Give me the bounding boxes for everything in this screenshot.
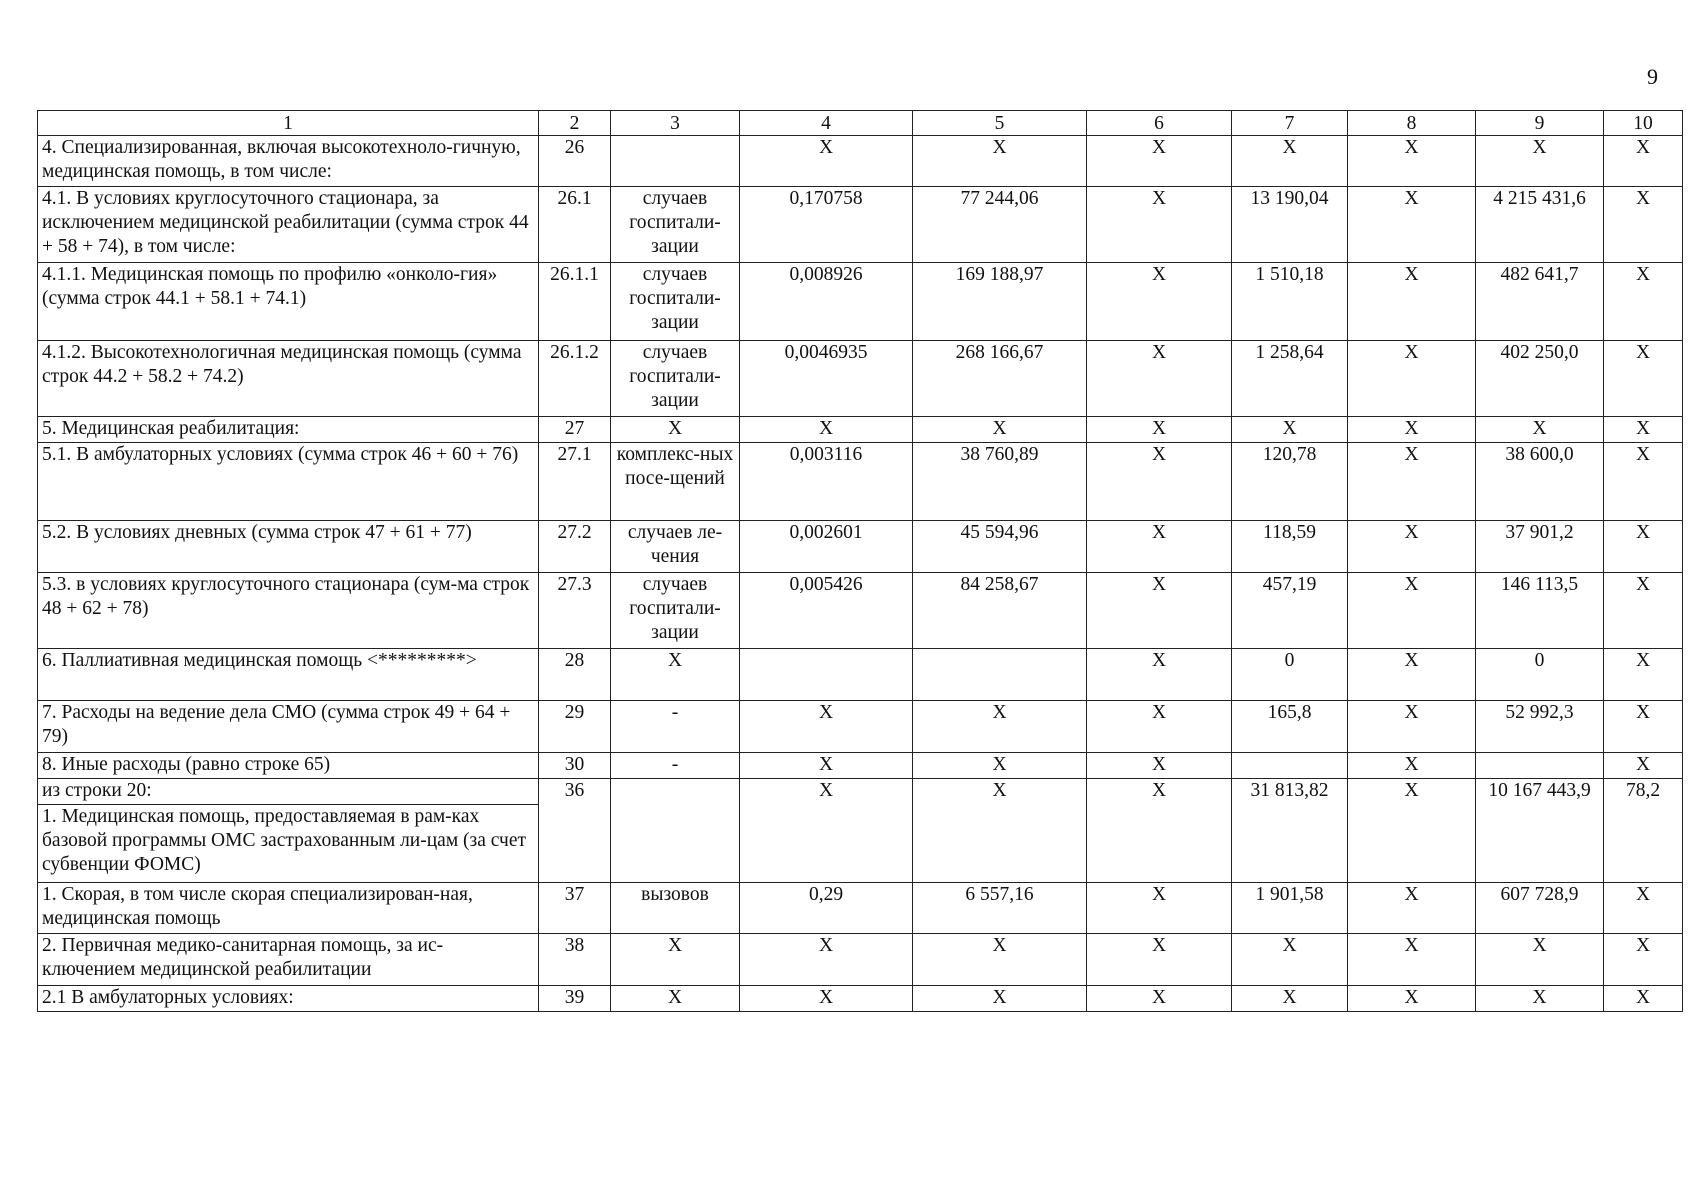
cell-col4: 0,29 <box>740 883 913 934</box>
row-name: 7. Расходы на ведение дела СМО (сумма строк 49 + 64 + 79) <box>38 701 539 753</box>
cell-col4: X <box>740 753 913 779</box>
table-row <box>38 701 1683 753</box>
cell-col10: X <box>1604 263 1683 341</box>
cell-col4: 0,0046935 <box>740 341 913 417</box>
cell-col4: 0,002601 <box>740 521 913 573</box>
table-row <box>38 417 1683 443</box>
row-name: 2. Первичная медико-санитарная помощь, за ис-ключением медицинской реабилитации <box>38 934 539 986</box>
cell-col8: X <box>1348 701 1476 753</box>
cell-col5: 38 760,89 <box>913 443 1087 521</box>
cell-col7: X <box>1232 986 1348 1012</box>
column-header: 2 <box>539 111 611 136</box>
row-code: 30 <box>539 753 611 779</box>
cell-col4: X <box>740 136 913 187</box>
row-name: 4. Специализированная, включая высокотехноло-гичную, медицинская помощь, в том числе: <box>38 136 539 187</box>
row-code: 37 <box>539 883 611 934</box>
cell-col10: X <box>1604 934 1683 986</box>
cell-col9: 146 113,5 <box>1476 573 1604 649</box>
cell-col8: X <box>1348 341 1476 417</box>
cell-col7: 0 <box>1232 649 1348 701</box>
cell-col9: 4 215 431,6 <box>1476 187 1604 263</box>
cell-col8: X <box>1348 443 1476 521</box>
row-unit: X <box>611 649 740 701</box>
cell-col6: X <box>1087 521 1232 573</box>
column-header: 5 <box>913 111 1087 136</box>
table-header-row <box>38 111 1683 136</box>
cell-col9: 10 167 443,9 <box>1476 779 1604 883</box>
cell-col6: X <box>1087 701 1232 753</box>
cell-col10: X <box>1604 883 1683 934</box>
cell-col10: X <box>1604 649 1683 701</box>
cell-col8: X <box>1348 883 1476 934</box>
cell-col8: X <box>1348 417 1476 443</box>
cell-col9: X <box>1476 136 1604 187</box>
column-header: 3 <box>611 111 740 136</box>
cell-col10: X <box>1604 753 1683 779</box>
cell-col7: 118,59 <box>1232 521 1348 573</box>
cell-col9: 482 641,7 <box>1476 263 1604 341</box>
cell-col6: X <box>1087 883 1232 934</box>
cell-col8: X <box>1348 986 1476 1012</box>
row-code: 27.1 <box>539 443 611 521</box>
cell-col9: 37 901,2 <box>1476 521 1604 573</box>
row-name: 6. Паллиативная медицинская помощь <*********> <box>38 649 539 701</box>
cell-col5: X <box>913 986 1087 1012</box>
cell-col6: X <box>1087 263 1232 341</box>
cell-col9: 52 992,3 <box>1476 701 1604 753</box>
cell-col5: 169 188,97 <box>913 263 1087 341</box>
row-code: 26 <box>539 136 611 187</box>
cell-col6: X <box>1087 136 1232 187</box>
row-unit: X <box>611 986 740 1012</box>
row-name: 4.1.1. Медицинская помощь по профилю «онколо-гия» (сумма строк 44.1 + 58.1 + 74.1) <box>38 263 539 341</box>
cell-col4: X <box>740 779 913 883</box>
cell-col4: X <box>740 417 913 443</box>
cell-col7: 1 258,64 <box>1232 341 1348 417</box>
row-code: 27.2 <box>539 521 611 573</box>
cell-col10: X <box>1604 417 1683 443</box>
cell-col6: X <box>1087 187 1232 263</box>
row-code: 26.1.2 <box>539 341 611 417</box>
row-unit: случаев госпитали-зации <box>611 341 740 417</box>
row-code: 27 <box>539 417 611 443</box>
row-name: 8. Иные расходы (равно строке 65) <box>38 753 539 779</box>
table-row <box>38 986 1683 1012</box>
row-name: 5. Медицинская реабилитация: <box>38 417 539 443</box>
cell-col6: X <box>1087 417 1232 443</box>
cell-col4: X <box>740 934 913 986</box>
row-unit: X <box>611 417 740 443</box>
cell-col8: X <box>1348 779 1476 883</box>
cell-col7 <box>1232 753 1348 779</box>
cell-col4: X <box>740 986 913 1012</box>
cell-col10: X <box>1604 136 1683 187</box>
cell-col10: X <box>1604 521 1683 573</box>
cell-col10: X <box>1604 341 1683 417</box>
column-header: 9 <box>1476 111 1604 136</box>
row-name: из строки 20: <box>38 779 539 805</box>
row-unit: случаев госпитали-зации <box>611 573 740 649</box>
cell-col5: 77 244,06 <box>913 187 1087 263</box>
cell-col10: X <box>1604 573 1683 649</box>
column-header: 8 <box>1348 111 1476 136</box>
row-unit <box>611 779 740 883</box>
row-unit: вызовов <box>611 883 740 934</box>
cell-col4 <box>740 649 913 701</box>
table-row <box>38 753 1683 779</box>
cell-col10: X <box>1604 187 1683 263</box>
cell-col5: X <box>913 753 1087 779</box>
cell-col7: X <box>1232 136 1348 187</box>
cell-col5: X <box>913 136 1087 187</box>
cell-col9: X <box>1476 934 1604 986</box>
cell-col6: X <box>1087 934 1232 986</box>
row-unit: - <box>611 753 740 779</box>
cell-col5 <box>913 649 1087 701</box>
cell-col8: X <box>1348 649 1476 701</box>
row-name: 5.3. в условиях круглосуточного стационара (сум-ма строк 48 + 62 + 78) <box>38 573 539 649</box>
cell-col6: X <box>1087 341 1232 417</box>
cell-col6: X <box>1087 573 1232 649</box>
cell-col4: X <box>740 701 913 753</box>
cell-col8: X <box>1348 187 1476 263</box>
row-unit: X <box>611 934 740 986</box>
cell-col5: X <box>913 701 1087 753</box>
row-unit: случаев госпитали-зации <box>611 187 740 263</box>
cell-col8: X <box>1348 521 1476 573</box>
row-code: 27.3 <box>539 573 611 649</box>
cell-col6: X <box>1087 986 1232 1012</box>
row-unit: случаев ле-чения <box>611 521 740 573</box>
cell-col9 <box>1476 753 1604 779</box>
row-name: 4.1.2. Высокотехнологичная медицинская помощь (сумма строк 44.2 + 58.2 + 74.2) <box>38 341 539 417</box>
cell-col6: X <box>1087 779 1232 883</box>
column-header: 10 <box>1604 111 1683 136</box>
cell-col5: 6 557,16 <box>913 883 1087 934</box>
cell-col5: X <box>913 934 1087 986</box>
row-unit: случаев госпитали-зации <box>611 263 740 341</box>
cell-col6: X <box>1087 649 1232 701</box>
row-unit: - <box>611 701 740 753</box>
row-code: 36 <box>539 779 611 883</box>
column-header: 6 <box>1087 111 1232 136</box>
table-row <box>38 649 1683 701</box>
cell-col9: 0 <box>1476 649 1604 701</box>
cell-col10: X <box>1604 986 1683 1012</box>
cell-col9: 607 728,9 <box>1476 883 1604 934</box>
cell-col7: X <box>1232 417 1348 443</box>
table-row <box>38 187 1683 263</box>
cell-col10: X <box>1604 443 1683 521</box>
cell-col7: 13 190,04 <box>1232 187 1348 263</box>
cell-col5: 45 594,96 <box>913 521 1087 573</box>
cell-col10: 78,2 <box>1604 779 1683 883</box>
cell-col4: 0,170758 <box>740 187 913 263</box>
row-name: 4.1. В условиях круглосуточного стационара, за исключением медицинской реабилитации (сумма строк 44 + 58 + 74), в том числе: <box>38 187 539 263</box>
cell-col8: X <box>1348 753 1476 779</box>
page-number: 9 <box>1647 64 1658 89</box>
row-code: 28 <box>539 649 611 701</box>
table-row <box>38 573 1683 649</box>
row-name-subtitle: 1. Медицинская помощь, предоставляемая в рам-ках базовой программы ОМС застрахованным ли-цам (за счет субвенции ФОМС) <box>38 805 539 883</box>
row-name: 5.2. В условиях дневных (сумма строк 47 + 61 + 77) <box>38 521 539 573</box>
cell-col5: 84 258,67 <box>913 573 1087 649</box>
cell-col4: 0,003116 <box>740 443 913 521</box>
table-row <box>38 263 1683 341</box>
column-header: 4 <box>740 111 913 136</box>
cell-col8: X <box>1348 573 1476 649</box>
row-name: 2.1 В амбулаторных условиях: <box>38 986 539 1012</box>
row-code: 26.1.1 <box>539 263 611 341</box>
row-code: 39 <box>539 986 611 1012</box>
cell-col8: X <box>1348 934 1476 986</box>
table-row <box>38 779 1683 805</box>
cell-col5: X <box>913 417 1087 443</box>
row-name: 1. Скорая, в том числе скорая специализирован-ная, медицинская помощь <box>38 883 539 934</box>
table-row <box>38 934 1683 986</box>
table-row <box>38 341 1683 417</box>
column-header: 1 <box>38 111 539 136</box>
cell-col9: X <box>1476 986 1604 1012</box>
row-unit <box>611 136 740 187</box>
cell-col4: 0,005426 <box>740 573 913 649</box>
cell-col9: X <box>1476 417 1604 443</box>
cell-col8: X <box>1348 263 1476 341</box>
cell-col7: 457,19 <box>1232 573 1348 649</box>
cell-col6: X <box>1087 443 1232 521</box>
cell-col7: X <box>1232 934 1348 986</box>
row-code: 38 <box>539 934 611 986</box>
cell-col6: X <box>1087 753 1232 779</box>
cell-col7: 31 813,82 <box>1232 779 1348 883</box>
table-row <box>38 443 1683 521</box>
row-unit: комплекс-ных посе-щений <box>611 443 740 521</box>
cell-col10: X <box>1604 701 1683 753</box>
cell-col5: 268 166,67 <box>913 341 1087 417</box>
cell-col5: X <box>913 779 1087 883</box>
table-row <box>38 521 1683 573</box>
row-code: 26.1 <box>539 187 611 263</box>
cell-col7: 120,78 <box>1232 443 1348 521</box>
cell-col7: 165,8 <box>1232 701 1348 753</box>
cell-col9: 402 250,0 <box>1476 341 1604 417</box>
row-code: 29 <box>539 701 611 753</box>
cell-col8: X <box>1348 136 1476 187</box>
table-row <box>38 136 1683 187</box>
cell-col7: 1 901,58 <box>1232 883 1348 934</box>
cell-col9: 38 600,0 <box>1476 443 1604 521</box>
cell-col7: 1 510,18 <box>1232 263 1348 341</box>
column-header: 7 <box>1232 111 1348 136</box>
table-row <box>38 883 1683 934</box>
cell-col4: 0,008926 <box>740 263 913 341</box>
row-name: 5.1. В амбулаторных условиях (сумма строк 46 + 60 + 76) <box>38 443 539 521</box>
data-table <box>37 110 1683 1012</box>
